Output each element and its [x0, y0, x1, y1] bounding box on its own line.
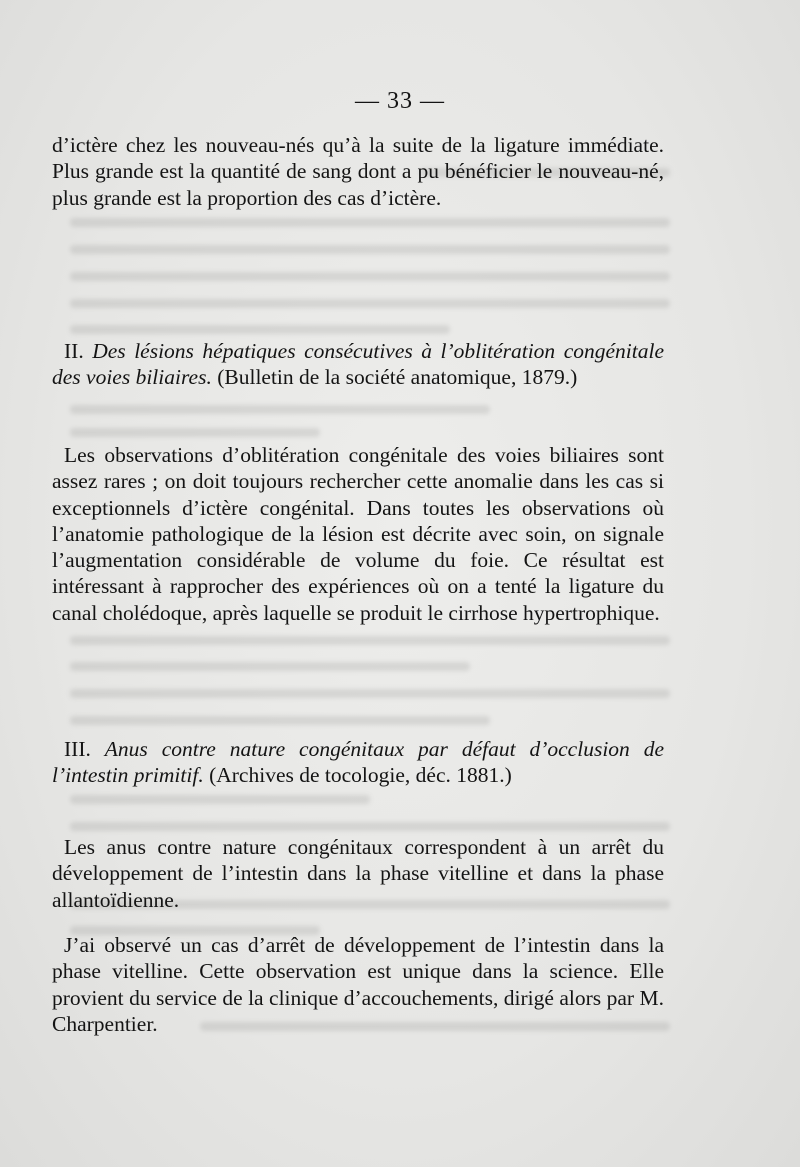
section-reference: (Bulletin de la société anatomique, 1879.)	[217, 365, 578, 390]
section-numeral: II.	[64, 339, 84, 363]
paragraph-text: J’ai observé un cas d’arrêt de développement de l’intestin dans la phase vitelline. Cette observation est unique dans la science. Elle provient du service de la clinique d’accouchements, dirigé alors par M. Charpentier.	[52, 933, 664, 1036]
section-heading-iii	[52, 736, 664, 789]
paragraph-text: d’ictère chez les nouveau-nés qu’à la suite de la ligature immédiate. Plus grande est la quantité de sang dont a pu bénéficier le nouveau-né, plus grande est la proportion des cas d’ictère.	[52, 133, 664, 210]
paragraph-ictere	[52, 132, 664, 211]
section-title: Anus contre nature congénitaux par défaut d’occlusion de l’intestin primitif.	[52, 737, 665, 788]
section-numeral: III.	[64, 737, 91, 761]
page-number: — 33 —	[355, 88, 445, 114]
paragraph-anus-contre-nature	[52, 834, 664, 913]
section-heading-ii	[52, 338, 664, 391]
paragraph-obliteration	[52, 442, 664, 626]
paragraph-text: Les observations d’oblitération congénitale des voies biliaires sont assez rares ; on doit toujours rechercher cette anomalie dans les cas si exceptionnels d’ictère congénital. Dans toutes les observations où l’anatomie pathologique de la lésion est décrite avec soin, on signale l’augmentation considérable de volume du foie. Ce résultat est intéressant à rapprocher des expériences où on a tenté la ligature du canal cholédoque, après laquelle se produit le cirrhose hypertrophique.	[52, 443, 664, 625]
section-reference: (Archives de tocologie, déc. 1881.)	[209, 763, 512, 788]
paragraph-observation	[52, 932, 664, 1037]
paragraph-text: Les anus contre nature congénitaux correspondent à un arrêt du développement de l’intestin dans la phase vitelline et dans la phase allantoïdienne.	[52, 835, 664, 912]
section-title: Des lésions hépatiques consécutives à l’oblitération congénitale des voies biliaires.	[52, 339, 665, 390]
